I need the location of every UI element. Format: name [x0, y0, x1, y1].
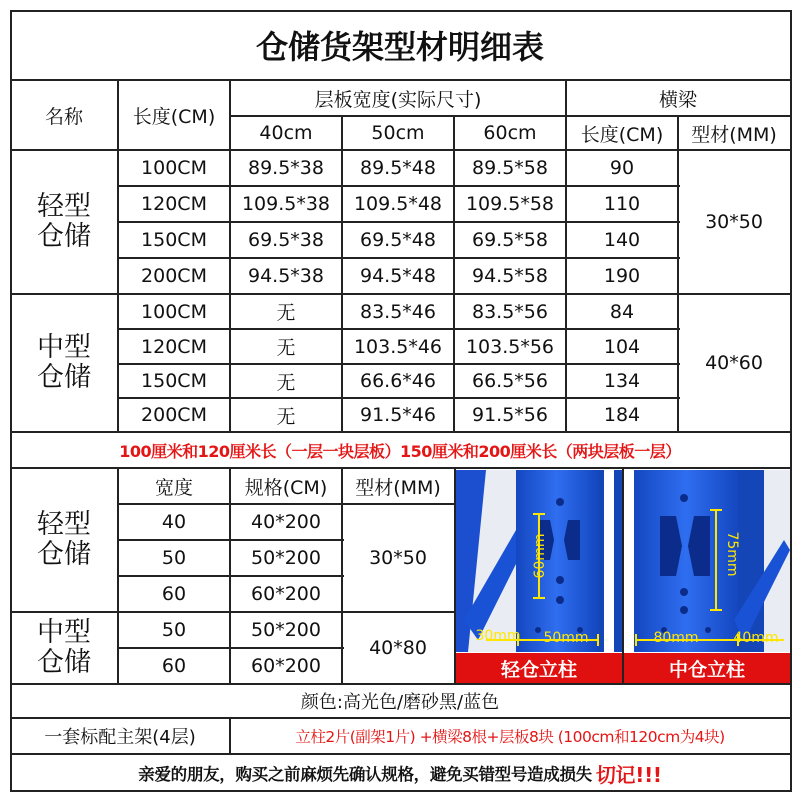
divider — [229, 468, 231, 684]
divider — [10, 717, 792, 719]
table-cell: 134 — [603, 370, 641, 392]
divider — [118, 257, 680, 259]
table-cell: 66.6*46 — [360, 370, 436, 392]
table-cell: 66.5*56 — [472, 370, 548, 392]
table-cell: 120CM — [141, 335, 207, 358]
divider — [10, 753, 792, 755]
table-cell: 100CM — [141, 300, 207, 323]
table-cell: 60*200 — [251, 655, 321, 677]
light-height-label: 60mm — [532, 533, 548, 579]
table-cell: 无 — [276, 302, 296, 324]
page-title: 仓储货架型材明细表 — [255, 28, 544, 66]
medium-upright-caption: 中仓立柱 — [624, 653, 790, 683]
table-cell: 69.5*38 — [248, 229, 324, 251]
table-cell: 103.5*56 — [465, 335, 555, 358]
border-bottom — [10, 790, 792, 792]
upright-profile-medium: 40*80 — [369, 637, 427, 659]
table-cell: 69.5*58 — [472, 229, 548, 251]
table-cell: 150CM — [141, 229, 207, 251]
medium-right-label: 40mm — [733, 630, 779, 646]
upright-profile-light: 30*50 — [369, 547, 427, 569]
header-w60: 60cm — [483, 122, 537, 144]
table-cell: 140 — [603, 229, 641, 251]
divider — [229, 718, 231, 754]
divider — [10, 683, 792, 685]
table-cell: 89.5*38 — [248, 157, 324, 179]
set-content: 立柱2片(副架1片) +横梁8根+层板8块 (100cm和120cm为4块) — [295, 728, 725, 746]
divider — [118, 185, 680, 187]
divider — [230, 115, 792, 117]
divider — [10, 293, 792, 295]
divider — [117, 468, 119, 684]
table-cell: 91.5*56 — [472, 404, 548, 426]
divider — [10, 149, 792, 151]
table-cell: 103.5*46 — [353, 335, 443, 358]
divider — [118, 363, 680, 365]
divider — [341, 116, 343, 432]
divider — [118, 397, 680, 399]
border-top — [10, 10, 792, 12]
light-upright-caption: 轻仓立柱 — [456, 653, 622, 683]
upright-header-width: 宽度 — [154, 476, 193, 499]
header-beam-profile: 型材(MM) — [691, 123, 777, 146]
table-cell: 109.5*38 — [241, 193, 331, 215]
upright-header-profile: 型材(MM) — [355, 476, 441, 499]
table-cell: 50 — [161, 619, 187, 641]
table-cell: 69.5*48 — [360, 229, 436, 251]
table-cell: 60 — [161, 583, 187, 605]
footer-warning — [10, 754, 790, 792]
table-cell: 83.5*56 — [472, 300, 548, 323]
divider — [229, 80, 231, 432]
header-beam-length: 长度(CM) — [580, 123, 664, 146]
table-cell: 100CM — [141, 157, 207, 179]
table-cell: 50*200 — [251, 547, 321, 569]
table-cell: 91.5*46 — [360, 404, 436, 426]
table-cell: 104 — [603, 335, 641, 358]
header-w50: 50cm — [371, 122, 425, 144]
table-cell: 89.5*58 — [472, 157, 548, 179]
header-name: 名称 — [44, 105, 83, 128]
divider — [118, 647, 344, 649]
divider — [118, 328, 680, 330]
table-cell: 50*200 — [251, 619, 321, 641]
table-cell: 109.5*58 — [465, 193, 555, 215]
table-cell: 110 — [603, 193, 641, 215]
medium-upright-photo — [624, 470, 790, 652]
medium-height-label: 75mm — [724, 531, 740, 577]
medium-left-label: 80mm — [653, 630, 699, 646]
header-w40: 40cm — [259, 122, 313, 144]
upright-header-spec: 规格(CM) — [244, 476, 328, 499]
divider — [118, 221, 680, 223]
table-cell: 无 — [276, 371, 296, 394]
group-name-light: 轻型仓储 — [37, 191, 91, 252]
border-right — [790, 10, 792, 792]
table-cell: 94.5*48 — [360, 265, 436, 287]
table-cell: 94.5*58 — [472, 265, 548, 287]
divider — [453, 116, 455, 432]
divider — [118, 539, 344, 541]
set-label: 一套标配主架(4层) — [44, 727, 196, 748]
beam-profile-medium: 40*60 — [705, 352, 763, 374]
table-cell: 94.5*38 — [248, 265, 324, 287]
table-cell: 84 — [609, 300, 635, 323]
divider — [118, 575, 344, 577]
upright-group-medium: 中型仓储 — [37, 617, 91, 678]
table-cell: 120CM — [141, 193, 207, 215]
table-cell: 200CM — [141, 265, 207, 287]
divider — [10, 431, 792, 433]
light-left-label: 30mm — [475, 628, 521, 644]
header-length: 长度(CM) — [132, 105, 216, 128]
table-cell: 89.5*48 — [360, 157, 436, 179]
table-cell: 200CM — [141, 404, 207, 426]
footer-text: 亲爱的朋友，购买之前麻烦先确认规格，避免买错型号造成损失 — [138, 765, 592, 784]
divider — [10, 79, 792, 81]
table-cell: 60 — [161, 655, 187, 677]
divider — [622, 468, 624, 684]
divider — [118, 503, 456, 505]
border-left — [10, 10, 12, 792]
upright-group-light: 轻型仓储 — [37, 509, 91, 570]
table-cell: 60*200 — [251, 583, 321, 605]
divider — [341, 468, 343, 684]
table-cell: 150CM — [141, 370, 207, 392]
group-name-medium: 中型仓储 — [37, 332, 91, 393]
colors-line: 颜色:高光色/磨砂黑/蓝色 — [300, 692, 500, 713]
table-cell: 40 — [161, 511, 187, 533]
header-beam: 横梁 — [658, 88, 697, 111]
header-shelf-width: 层板宽度(实际尺寸) — [314, 88, 482, 111]
divider — [565, 80, 567, 432]
divider — [677, 116, 679, 432]
table-cell: 109.5*48 — [353, 193, 443, 215]
beam-profile-light: 30*50 — [705, 211, 763, 233]
table-cell: 50 — [161, 547, 187, 569]
table-cell: 90 — [609, 157, 635, 179]
table-cell: 无 — [276, 337, 296, 359]
table-cell: 无 — [276, 405, 296, 428]
divider — [454, 468, 456, 684]
footer-emphasis: 切记!!! — [595, 762, 662, 787]
table-cell: 83.5*46 — [360, 300, 436, 323]
table-cell: 40*200 — [251, 511, 321, 533]
divider — [10, 611, 456, 613]
divider — [10, 467, 792, 469]
divider — [117, 80, 119, 432]
shelf-note: 100厘米和120厘米长（一层一块层板）150厘米和200厘米长（两块层板一层） — [119, 441, 681, 461]
light-right-label: 50mm — [543, 630, 589, 646]
table-cell: 184 — [603, 404, 641, 426]
table-cell: 190 — [603, 265, 641, 287]
